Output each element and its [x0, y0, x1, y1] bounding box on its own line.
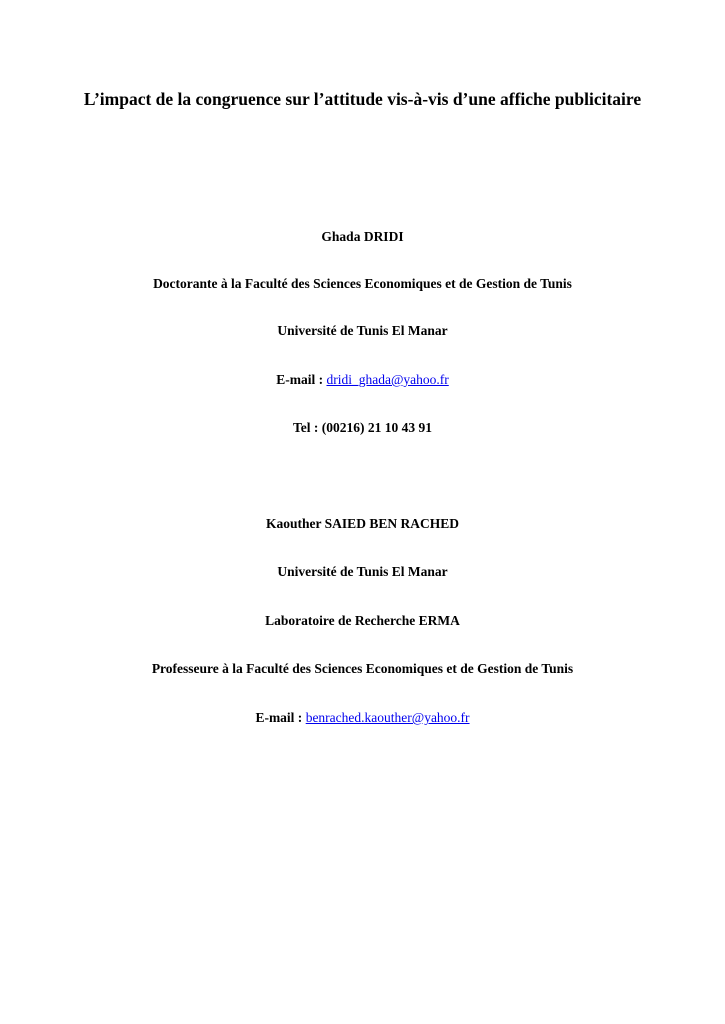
author1-name: Ghada DRIDI — [321, 229, 404, 244]
author1-university: Université de Tunis El Manar — [277, 323, 448, 338]
author1-email-label: E-mail : — [276, 372, 327, 387]
author2-lab: Laboratoire de Recherche ERMA — [265, 613, 460, 628]
author2-university: Université de Tunis El Manar — [277, 564, 448, 579]
author2-email-line — [0, 709, 725, 727]
author2-email-link[interactable]: benrached.kaouther@yahoo.fr — [305, 710, 470, 725]
author2-name: Kaouther SAIED BEN RACHED — [266, 516, 459, 531]
author1-position: Doctorante à la Faculté des Sciences Economiques et de Gestion de Tunis — [153, 276, 572, 291]
author1-email-line — [0, 371, 725, 389]
author2-position: Professeure à la Faculté des Sciences Economiques et de Gestion de Tunis — [151, 661, 574, 676]
author1-email-link[interactable]: dridi_ghada@yahoo.fr — [326, 372, 449, 387]
paper-title: L’impact de la congruence sur l’attitude vis-à-vis d’une affiche publicitaire — [83, 89, 642, 109]
author1-tel: Tel : (00216) 21 10 43 91 — [293, 420, 432, 435]
author2-email-label: E-mail : — [255, 710, 306, 725]
